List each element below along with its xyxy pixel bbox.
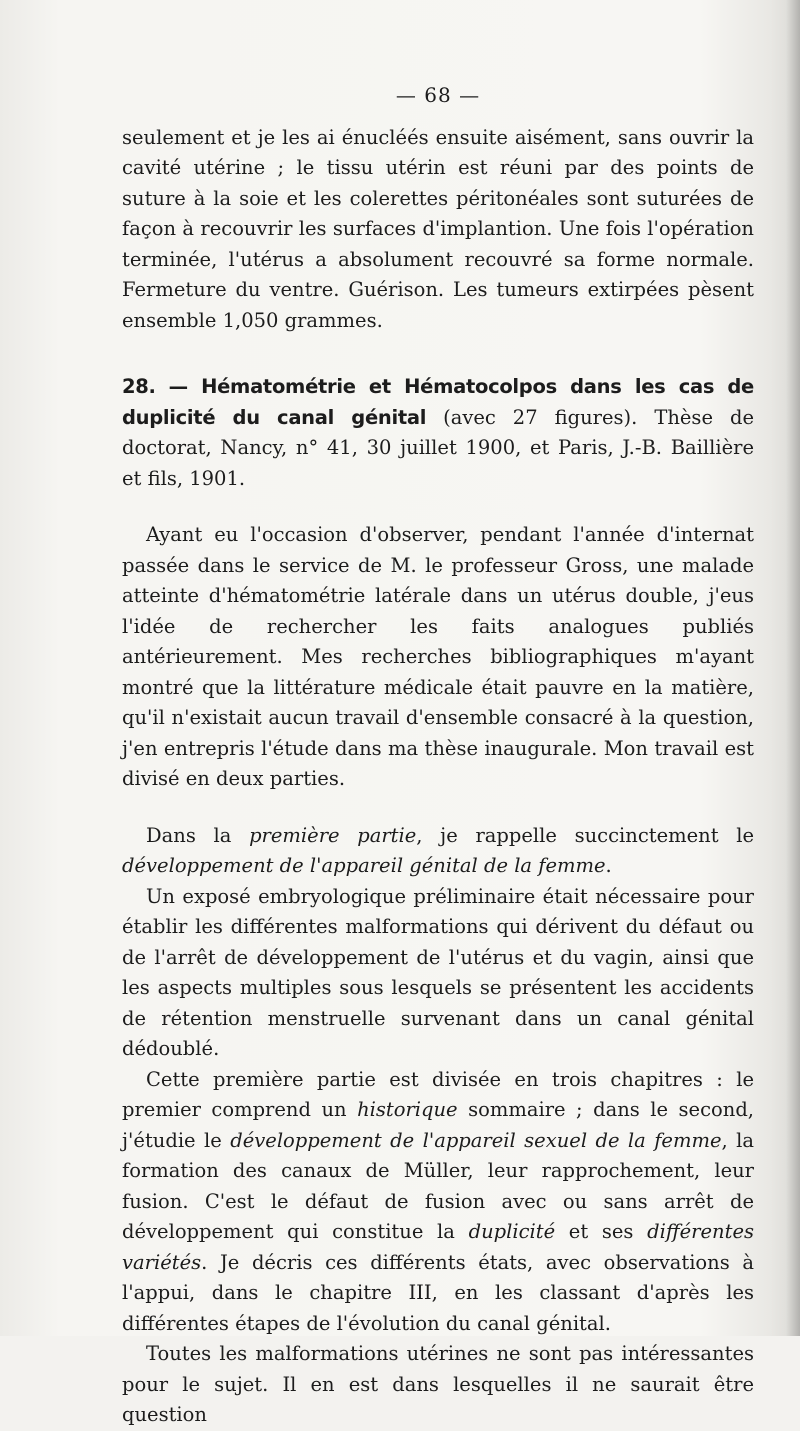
p5-text-1: Cette première partie est divisée en trois chapitres : le premier comprend un	[122, 1067, 754, 1121]
p3-text-1: Dans la	[146, 823, 250, 847]
p3-italic-2: développement de l'appareil génital de la femme	[122, 854, 606, 877]
paragraph-intro: seulement et je les ai énucléés ensuite aisément, sans ouvrir la cavité utérine ; le tissu utérin est réuni par des points de suture à la soie et les colerettes péritonéales sont suturées de façon à recouvrir les surfaces d'implantion. Une fois l'opération terminée, l'utérus a absolument recouvré sa forme normale. Fermeture du ventre. Guérison. Les tumeurs extirpées pèsent ensemble 1,050 grammes.	[122, 125, 754, 332]
page-content	[122, 80, 754, 1431]
p5-italic-1: historique	[357, 1098, 458, 1121]
entry-details: (avec 27 figures). Thèse de doctorat, Nancy, n° 41, 30 juillet 1900, et Paris, J.-B. Baillière et fils, 1901.	[122, 405, 754, 490]
p3-text-3: .	[605, 854, 612, 877]
bibliography-entry	[122, 372, 754, 494]
p3-text-2: , je rappelle succinctement le	[416, 823, 755, 847]
paragraph-2: Ayant eu l'occasion d'observer, pendant l'année d'internat passée dans le service de M. le professeur Gross, une malade atteinte d'hématométrie latérale dans un utérus double, j'eus l'idée de rechercher les faits analogues publiés antérieurement. Mes recherches bibliographiques m'ayant montré que la littérature médicale était pauvre en la matière, qu'il n'existait aucun travail d'ensemble consacré à la question, j'en entrepris l'étude dans ma thèse inaugurale. Mon travail est divisé en deux parties.	[122, 523, 754, 790]
p3-italic-1: première partie	[249, 823, 417, 847]
p5-text-2: sommaire ; dans le second, j'étudie le	[122, 1098, 754, 1152]
page-edge-shadow	[786, 0, 800, 1336]
paragraph-6: Toutes les malformations utérines ne sont pas intéressantes pour le sujet. Il en est dans lesquelles il ne saurait être question	[122, 1342, 754, 1426]
p5-text-5: . Je décris ces différents états, avec observations à l'appui, dans le chapitre III, en les classant d'après les différentes étapes de l'évolution du canal génital.	[122, 1250, 754, 1335]
paragraph-3	[122, 821, 754, 882]
p5-italic-3: duplicité	[468, 1220, 556, 1243]
p5-text-4: et ses	[555, 1220, 648, 1243]
entry-number: 28.	[122, 375, 156, 398]
paragraph-4: Un exposé embryologique préliminaire était nécessaire pour établir les différentes malformations qui dérivent du défaut ou de l'arrêt de développement de l'utérus et du vagin, ainsi que les aspects multiples sous lesquels se présentent les accidents de rétention menstruelle survenant dans un canal génital dédoublé.	[122, 884, 754, 1060]
paragraph-5	[122, 1065, 754, 1340]
p5-text-3: , la formation des canaux de Müller, leur rapprochement, leur fusion. C'est le défaut de fusion avec ou sans arrêt de développement qui constitue la	[122, 1128, 754, 1243]
p5-italic-2: développement de l'appareil sexuel de la femme	[230, 1128, 722, 1152]
entry-title: — Hématométrie et Hématocolpos dans les cas de duplicité du canal génital	[122, 375, 754, 429]
p5-italic-4: différentes variétés	[122, 1220, 754, 1274]
page-number: — 68 —	[395, 83, 481, 107]
